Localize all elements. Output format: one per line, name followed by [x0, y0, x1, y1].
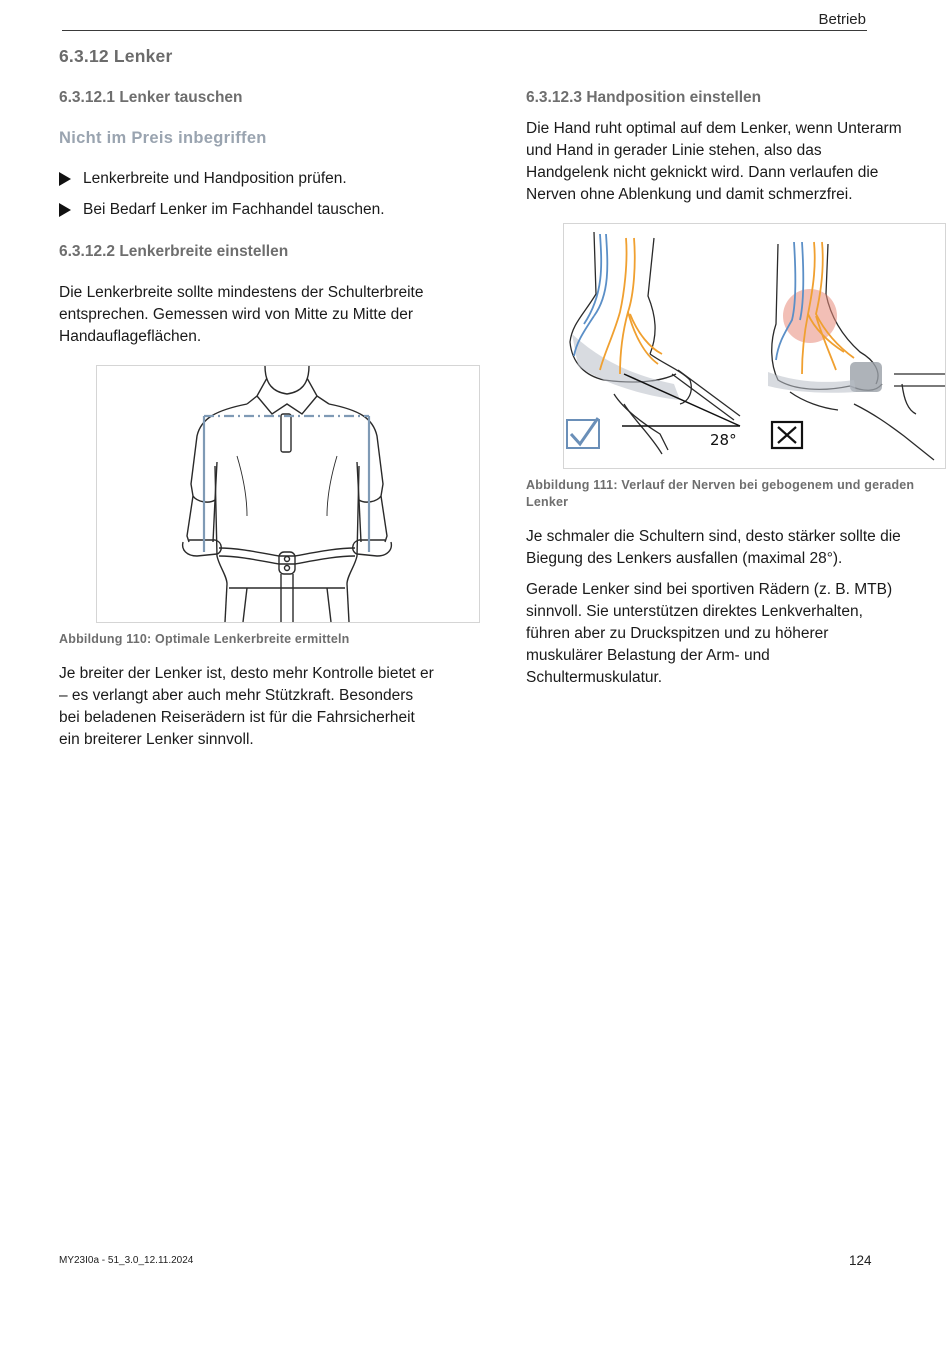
cross-icon — [772, 422, 802, 448]
paragraph-lenker-kontrolle: Je breiter der Lenker ist, desto mehr Kontrolle bietet er – es verlangt aber auch mehr Stützkraft. Besonders bei beladenen Reiserädern ist für die Fahrsicherheit ein breiterer Lenker sinnvoll. — [59, 665, 434, 748]
hand-nerve-illustration — [564, 224, 945, 468]
figure-111-caption: Abbildung 111: Verlauf der Nerven bei gebogenem und geraden Lenker — [526, 478, 915, 509]
header-section: Betrieb — [818, 11, 866, 28]
section-heading: 6.3.12 Lenker — [59, 46, 173, 66]
not-included-note: Nicht im Preis inbegriffen — [59, 129, 267, 147]
page-number: 124 — [849, 1253, 872, 1268]
person-handlebar-illustration — [97, 366, 479, 622]
footer-document-id: MY23I0a - 51_3.0_12.11.2024 — [59, 1255, 194, 1266]
subheading-handposition: 6.3.12.3 Handposition einstellen — [526, 89, 762, 106]
bullet-item: Lenkerbreite und Handposition prüfen. — [59, 170, 347, 188]
angle-label: 28° — [710, 431, 737, 449]
subheading-lenkerbreite: 6.3.12.2 Lenkerbreite einstellen — [59, 243, 289, 260]
paragraph-lenkerbreite: Die Lenkerbreite sollte mindestens der Schulterbreite entsprechen. Gemessen wird von Mitte zu Mitte der Handauflageflächen. — [59, 284, 424, 345]
bullet-arrow-icon — [59, 203, 71, 217]
bullet-arrow-icon — [59, 172, 71, 186]
paragraph-handposition: Die Hand ruht optimal auf dem Lenker, wenn Unterarm und Hand in gerader Linie stehen, also das Handgelenk nicht geknickt wird. Dann verlaufen die Nerven ohne Ablenkung und damit schmerzfrei. — [526, 120, 902, 203]
subheading-lenker-tauschen: 6.3.12.1 Lenker tauschen — [59, 89, 243, 106]
paragraph-schultern: Je schmaler die Schultern sind, desto stärker sollte die Biegung des Lenkers ausfallen (maximal 28°). — [526, 528, 901, 567]
check-icon — [567, 418, 599, 448]
bullet-item: Bei Bedarf Lenker im Fachhandel tauschen. — [59, 201, 385, 219]
figure-110-caption: Abbildung 110: Optimale Lenkerbreite ermitteln — [59, 632, 350, 646]
paragraph-gerade-lenker: Gerade Lenker sind bei sportiven Rädern (z. B. MTB) sinnvoll. Sie unterstützen direktes Lenkverhalten, führen aber zu Druckspitzen und zu höherer muskulärer Belastung der Arm- und Schultermuskulatur. — [526, 581, 893, 686]
figure-handlebar-width — [96, 365, 480, 623]
header-rule — [62, 30, 867, 31]
figure-nerve-path — [563, 223, 946, 469]
